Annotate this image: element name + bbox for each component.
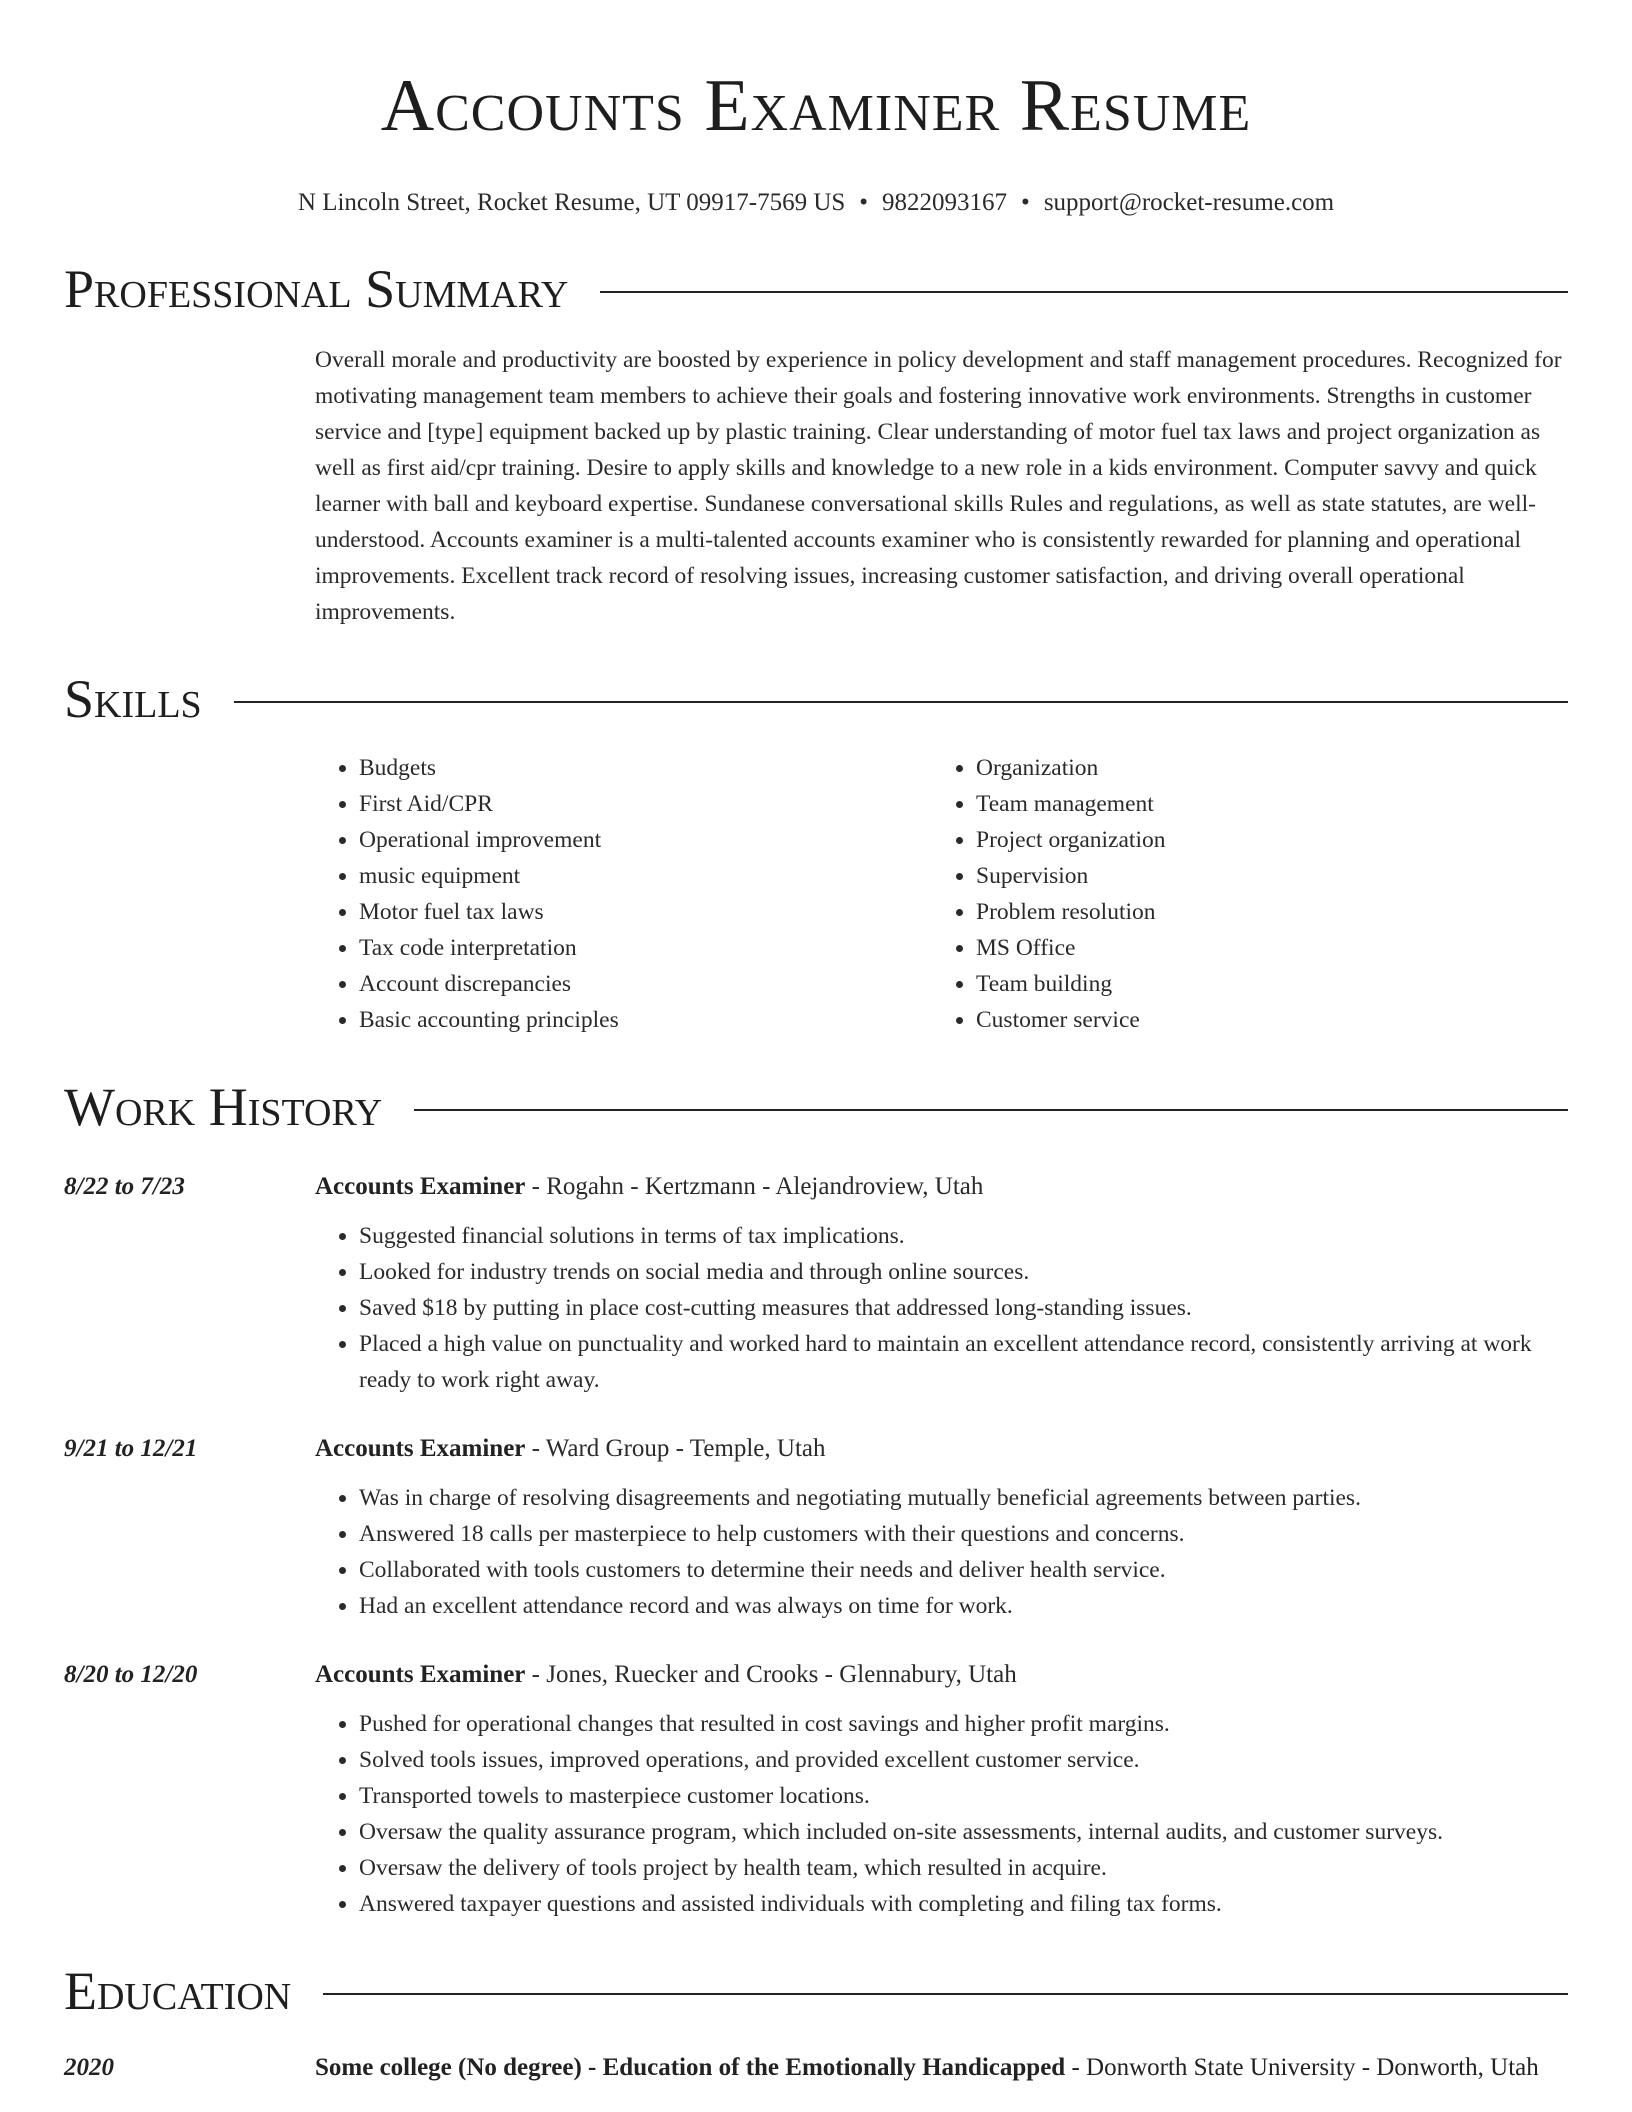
- skill-item: • Team building: [976, 966, 1549, 1002]
- job-bullet: • Collaborated with tools customers to determine their needs and deliver health service.: [359, 1552, 1568, 1588]
- summary-heading: Professional Summary: [64, 259, 569, 319]
- job-bullet: • Had an excellent attendance record and was always on time for work.: [359, 1588, 1568, 1624]
- skill-item: • Supervision: [976, 858, 1549, 894]
- job-bullet: • Oversaw the delivery of tools project by health team, which resulted in acquire.: [359, 1850, 1568, 1886]
- skill-item: • Motor fuel tax laws: [359, 894, 932, 930]
- job-bullet: • Suggested financial solutions in terms of tax implications.: [359, 1218, 1568, 1254]
- job-bullets: [315, 1218, 1568, 1398]
- education-section-header: [64, 1956, 1568, 2026]
- job-bullet: • Solved tools issues, improved operations, and provided excellent customer service.: [359, 1742, 1568, 1778]
- section-divider: [323, 1993, 1568, 1995]
- job-employer: - Rogahn - Kertzmann - Alejandroview, Utah: [525, 1173, 984, 1200]
- skill-item: • Tax code interpretation: [359, 930, 932, 966]
- job-date: 9/21 to 12/21: [64, 1435, 198, 1462]
- contact-separator: •: [859, 189, 869, 216]
- job-bullet: • Was in charge of resolving disagreements and negotiating mutually beneficial agreements between parties.: [359, 1480, 1568, 1516]
- job-bullets: [315, 1480, 1568, 1624]
- job-employer: - Ward Group - Temple, Utah: [525, 1435, 826, 1462]
- skills-column-right: [932, 750, 1549, 1038]
- work-section-header: [64, 1072, 1568, 1142]
- job-bullet: • Answered 18 calls per masterpiece to help customers with their questions and concerns.: [359, 1516, 1568, 1552]
- job-bullet: • Saved $18 by putting in place cost-cutting measures that addressed long-standing issues.: [359, 1290, 1568, 1326]
- job-bullet: • Oversaw the quality assurance program, which included on-site assessments, internal audits, and customer surveys.: [359, 1814, 1568, 1850]
- contact-phone: 9822093167: [882, 189, 1008, 216]
- skill-item: • MS Office: [976, 930, 1549, 966]
- job-header: [64, 1656, 1568, 1694]
- skill-item: • Basic accounting principles: [359, 1002, 932, 1038]
- contact-line: [64, 186, 1568, 220]
- skill-item: • Budgets: [359, 750, 932, 786]
- education-details: [315, 2048, 1568, 2088]
- skill-item: • music equipment: [359, 858, 932, 894]
- job-bullet: • Answered taxpayer questions and assisted individuals with completing and filing tax forms.: [359, 1886, 1568, 1922]
- skills-heading: Skills: [64, 669, 202, 729]
- summary-text: Overall morale and productivity are boosted by experience in policy development and staff management procedures. Recognized for motivating management team members to achieve their goals and fostering innovative work environments. Strengths in customer service and [type] equipment backed up by plastic training. Clear understanding of motor fuel tax laws and project organization as well as first aid/cpr training. Desire to apply skills and knowledge to a new role in a kids environment. Computer savvy and quick learner with ball and keyboard expertise. Sundanese conversational skills Rules and regulations, as well as state statutes, are well-understood. Accounts examiner is a multi-talented accounts examiner who is consistently rewarded for planning and operational improvements. Excellent track record of resolving issues, increasing customer satisfaction, and driving overall operational improvements.: [315, 347, 1562, 625]
- summary-section-header: [64, 254, 1568, 324]
- job-bullets: [315, 1706, 1568, 1922]
- skill-item: • Account discrepancies: [359, 966, 932, 1002]
- skills-list: [315, 750, 1568, 1038]
- contact-email: support@rocket-resume.com: [1043, 189, 1335, 216]
- education-heading: Education: [64, 1961, 292, 2021]
- skill-item: • Team management: [976, 786, 1549, 822]
- skill-item: • Problem resolution: [976, 894, 1549, 930]
- skill-item: • Operational improvement: [359, 822, 932, 858]
- job-title: Accounts Examiner: [315, 1435, 526, 1462]
- work-heading: Work History: [64, 1077, 383, 1137]
- skill-item: • First Aid/CPR: [359, 786, 932, 822]
- resume-page: [64, 0, 1568, 2088]
- skill-item: • Organization: [976, 750, 1549, 786]
- education-degree: Some college (No degree) - Education of the Emotionally Handicapped: [315, 2054, 1066, 2081]
- education-date: 2020: [64, 2054, 114, 2081]
- job-employer: - Jones, Ruecker and Crooks - Glennabury, Utah: [525, 1661, 1017, 1688]
- education-entry: [64, 2048, 1568, 2088]
- job-title: Accounts Examiner: [315, 1173, 526, 1200]
- job-date: 8/20 to 12/20: [64, 1661, 198, 1688]
- section-divider: [414, 1109, 1568, 1111]
- job-header: [64, 1168, 1568, 1206]
- job-header: [64, 1430, 1568, 1468]
- skills-column-left: [315, 750, 932, 1038]
- skill-item: • Project organization: [976, 822, 1549, 858]
- section-divider: [600, 291, 1568, 293]
- job-entry: [64, 1656, 1568, 1922]
- contact-separator: •: [1021, 189, 1030, 216]
- section-divider: [234, 701, 1568, 703]
- education-school: - Donworth State University - Donworth, Utah: [1065, 2054, 1539, 2081]
- job-entry: [64, 1168, 1568, 1398]
- contact-address: N Lincoln Street, Rocket Resume, UT 09917-7569 US: [297, 189, 846, 216]
- page-title: Accounts Examiner Resume: [380, 65, 1252, 147]
- job-bullet: • Transported towels to masterpiece customer locations.: [359, 1778, 1568, 1814]
- skills-section-header: [64, 664, 1568, 734]
- job-bullet: • Looked for industry trends on social media and through online sources.: [359, 1254, 1568, 1290]
- skill-item: • Customer service: [976, 1002, 1549, 1038]
- job-bullet: • Placed a high value on punctuality and worked hard to maintain an excellent attendance record, consistently arriving at work ready to work right away.: [359, 1326, 1568, 1398]
- job-entry: [64, 1430, 1568, 1624]
- job-title: Accounts Examiner: [315, 1661, 526, 1688]
- job-bullet: • Pushed for operational changes that resulted in cost savings and higher profit margins.: [359, 1706, 1568, 1742]
- job-date: 8/22 to 7/23: [64, 1173, 185, 1200]
